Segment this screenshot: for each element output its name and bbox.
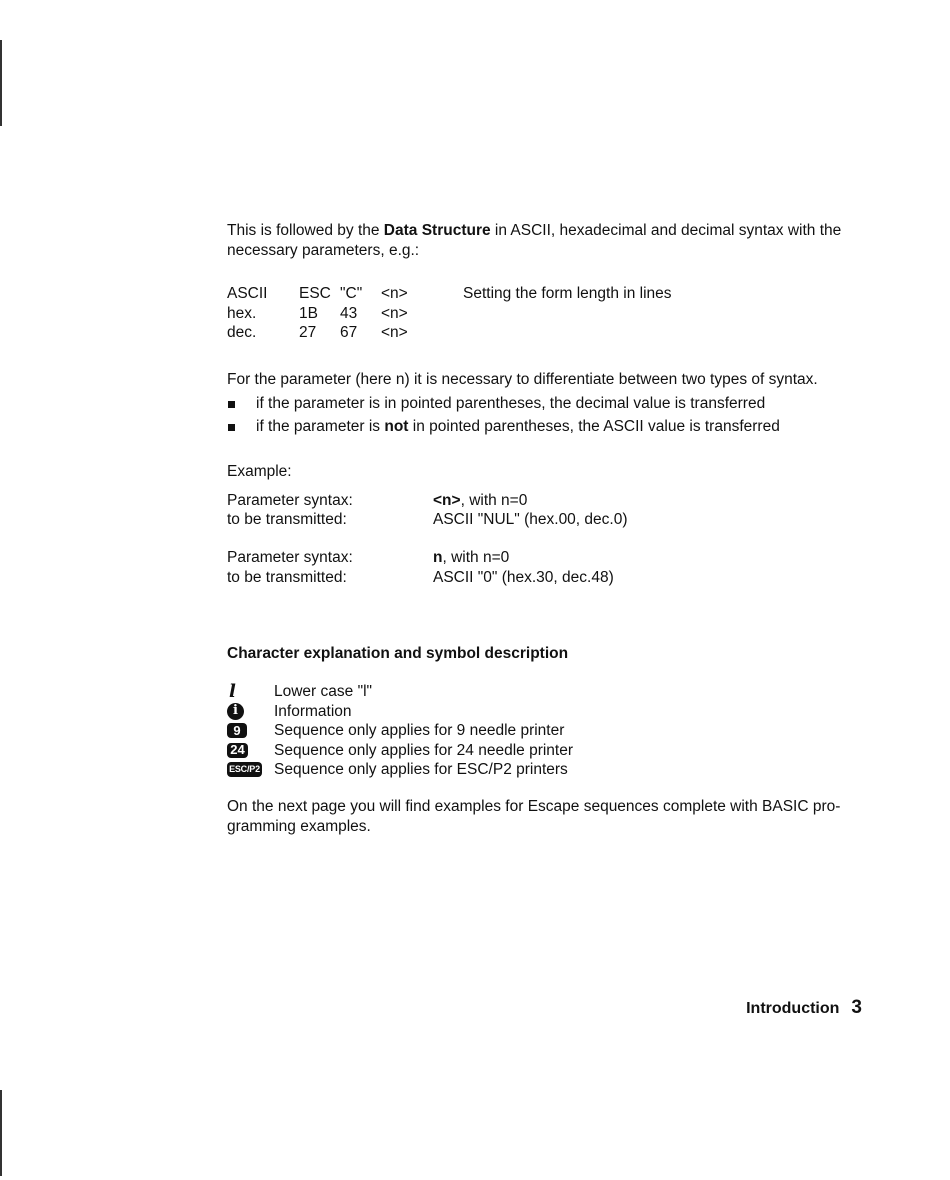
margin-bar-bottom [0,1090,2,1176]
legend-symbol [227,761,262,778]
example-value: ASCII "0" (hex.30, dec.48) [433,569,614,586]
syntax-cell: ESC [299,285,331,302]
example-value: ASCII "NUL" (hex.00, dec.0) [433,511,628,528]
syntax-cell: dec. [227,324,257,341]
footer-section-title: Introduction [746,1000,840,1017]
page-footer [746,998,862,1019]
syntax-cell: <n> [381,324,408,341]
syntax-description: Setting the form length in lines [463,285,672,302]
lowercase-l-icon: l [229,680,236,702]
syntax-cell: 27 [299,324,317,341]
example-row [227,548,867,568]
intro-paragraph [227,221,867,260]
example-key: to be transmitted: [227,569,347,586]
twenty-four-needle-icon: 24 [227,743,248,758]
next-page-note: On the next page you will find examples for Escape sequences complete with BASIC pro-gramming examples. [227,798,841,835]
legend-text: Sequence only applies for 24 needle printer [274,741,574,759]
syntax-cell: "C" [340,285,363,302]
legend-text: Lower case "l" [274,683,373,700]
intro-text-after: in ASCII, hexadecimal and decimal syntax with the necessary parameters, e.g.: [227,222,842,259]
margin-bar-top [0,40,2,126]
syntax-cell: <n> [381,285,408,302]
bullet-text-before: if the parameter is [256,418,385,435]
example-key: Parameter syntax: [227,549,353,566]
legend-symbol [227,703,244,720]
section-title: Character explanation and symbol description [227,645,569,662]
example-label: Example: [227,463,292,480]
syntax-cell: 43 [340,304,358,322]
example-value [433,548,509,568]
example-row [227,491,867,511]
example-value-bold: <n> [433,492,461,509]
square-bullet-icon [228,424,235,431]
example-value [433,491,527,511]
page-number: 3 [851,997,862,1018]
bullet-item [227,417,867,437]
legend-text: Sequence only applies for 9 needle printer [274,722,565,739]
legend-symbol [227,722,247,739]
syntax-cell: 67 [340,324,358,341]
syntax-cell: <n> [381,304,408,322]
example-row [227,510,867,530]
information-icon: i [227,703,244,720]
example-key: to be transmitted: [227,511,347,528]
esc-p2-icon: ESC/P2 [227,762,262,777]
example-value-bold: n [433,549,443,566]
bullet-text: if the parameter is in pointed parentheses, the decimal value is transferred [256,394,766,412]
syntax-cell: hex. [227,304,257,322]
legend-text: Sequence only applies for ESC/P2 printers [274,761,568,778]
example-key: Parameter syntax: [227,492,353,509]
syntax-cell: 1B [299,304,318,322]
intro-bold: Data Structure [383,222,491,239]
legend-text: Information [274,702,352,720]
intro-text-before: This is followed by the [227,222,384,239]
parameter-section [227,370,867,437]
bullet-text-after: in pointed parentheses, the ASCII value is transferred [408,418,780,435]
example-row [227,568,867,588]
bullet-item [227,394,867,414]
bullet-bold: not [384,418,409,435]
square-bullet-icon [228,401,235,408]
example-value-rest: , with n=0 [442,549,510,566]
legend-symbol [227,742,248,759]
example-value-rest: , with n=0 [460,492,528,509]
legend-symbol [227,680,236,702]
nine-needle-icon: 9 [227,723,247,738]
syntax-cell: ASCII [227,285,268,302]
parameter-lead: For the parameter (here n) it is necessary to differentiate between two types of syntax. [227,371,818,388]
